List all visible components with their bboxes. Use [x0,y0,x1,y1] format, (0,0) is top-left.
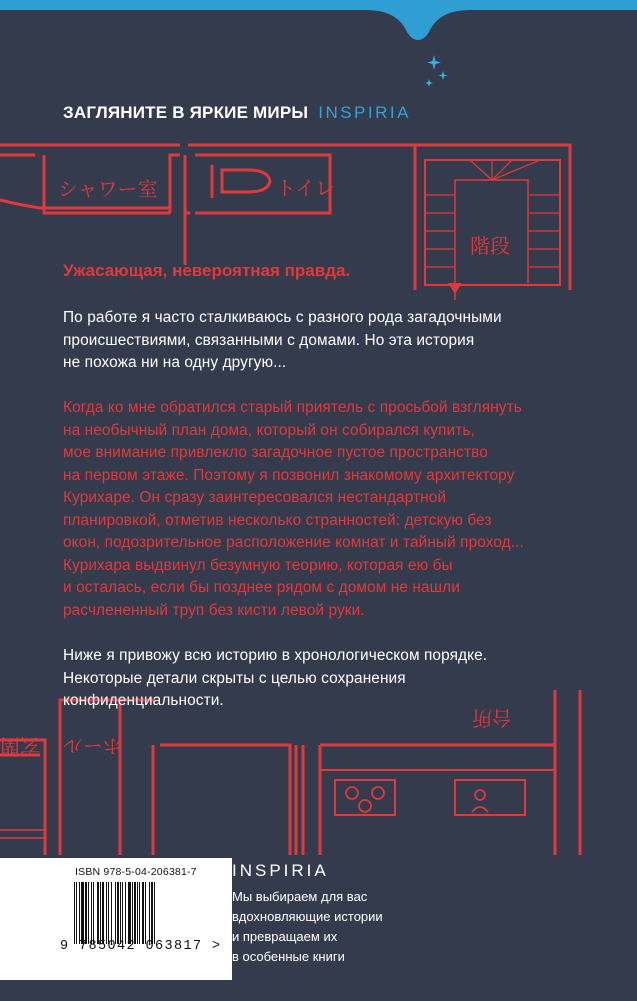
slogan-line: и превращаем их [232,929,338,944]
barcode-bar [111,882,112,944]
barcode-graphic [72,882,212,944]
closing-paragraph [63,645,487,713]
barcode-bar [88,882,89,944]
barcode-bar [145,882,146,944]
barcode-bar [81,882,84,944]
label-toilet: トイレ [276,176,335,200]
closing-line: конфиденциальности. [63,692,224,709]
barcode-digits: 9 785042 063817 > [60,939,222,954]
barcode-bar [120,882,121,944]
story-line: Когда ко мне обратился старый приятель с просьбой взглянуть [63,399,522,416]
headline-brand: INSPIRIA [318,103,411,122]
story-line: планировкой, отметив несколько странностей: детскую без [63,511,492,529]
intro-paragraph [63,307,502,375]
barcode-bar [85,882,87,944]
barcode-bar [149,882,150,944]
story-line: мое внимание привлекло загадочное пустое пространство [63,444,488,461]
closing-line: Некоторые детали скрыты с целью сохранения [63,669,406,687]
story-paragraph [63,397,524,622]
isbn-label: ISBN 978-5-04-206381-7 [75,866,197,878]
barcode-bar [122,882,123,944]
barcode-bar [142,882,144,944]
barcode-bar [132,882,133,944]
barcode-bar [93,882,94,944]
barcode-bar [91,882,92,944]
label-entrance: 玄関 [0,734,40,758]
label-hall: ホール [63,734,123,758]
story-line: и осталась, если бы позднее рядом с домом не нашли [63,579,460,596]
publisher-slogan [232,887,383,967]
label-shower: シャワー室 [58,177,158,201]
barcode-bar [108,882,109,944]
barcode-bar [117,882,119,944]
barcode-bar [134,882,136,944]
barcode-bar [97,882,99,944]
publisher-name: INSPIRIA [232,861,329,880]
slogan-line: Мы выбираем для вас [232,889,368,904]
slogan-line: вдохновляющие истории [232,909,383,924]
barcode-bar [106,882,107,944]
story-line: на необычный план дома, который он собирался купить, [63,421,475,439]
barcode-bar [137,882,138,944]
barcode-bar [128,882,131,944]
story-line: на первом этаже. Поэтому я позвонил знакомому архитектору [63,466,515,484]
barcode-bar [125,882,126,944]
closing-line: Ниже я привожу всю историю в хронологическом порядке. [63,647,488,664]
tagline: Ужасающая, невероятная правда. [63,261,351,280]
story-line: окон, подозрительное расположение комнат и тайный проход... [63,534,524,551]
barcode-bar [102,882,104,944]
barcode-bar [151,882,153,944]
barcode-bar [79,882,80,944]
headline-text: ЗАГЛЯНИТЕ В ЯРКИЕ МИРЫ [63,103,309,122]
intro-line: происшествиями, связанными с домами. Но эта история [63,331,475,349]
barcode-bar [76,882,77,944]
story-line: расчлененный труп без кисти левой руки. [63,601,365,619]
label-kitchen: 台所 [472,706,512,730]
series-headline [63,103,411,123]
barcode-bar [100,882,101,944]
barcode-bar [115,882,116,944]
barcode-bar [154,882,155,944]
intro-line: не похожа ни на одну другую... [63,354,287,371]
story-line: Курихаре. Он сразу заинтересовался нестандартной [63,489,447,506]
intro-line: По работе я часто сталкиваюсь с разного рода загадочными [63,309,502,326]
barcode-bar [139,882,140,944]
barcode-bar [74,882,75,944]
slogan-line: в особенные книги [232,949,345,964]
story-line: Курихара выдвинул безумную теорию, которая ею бы [63,556,453,574]
label-stairs: 階段 [470,234,510,258]
